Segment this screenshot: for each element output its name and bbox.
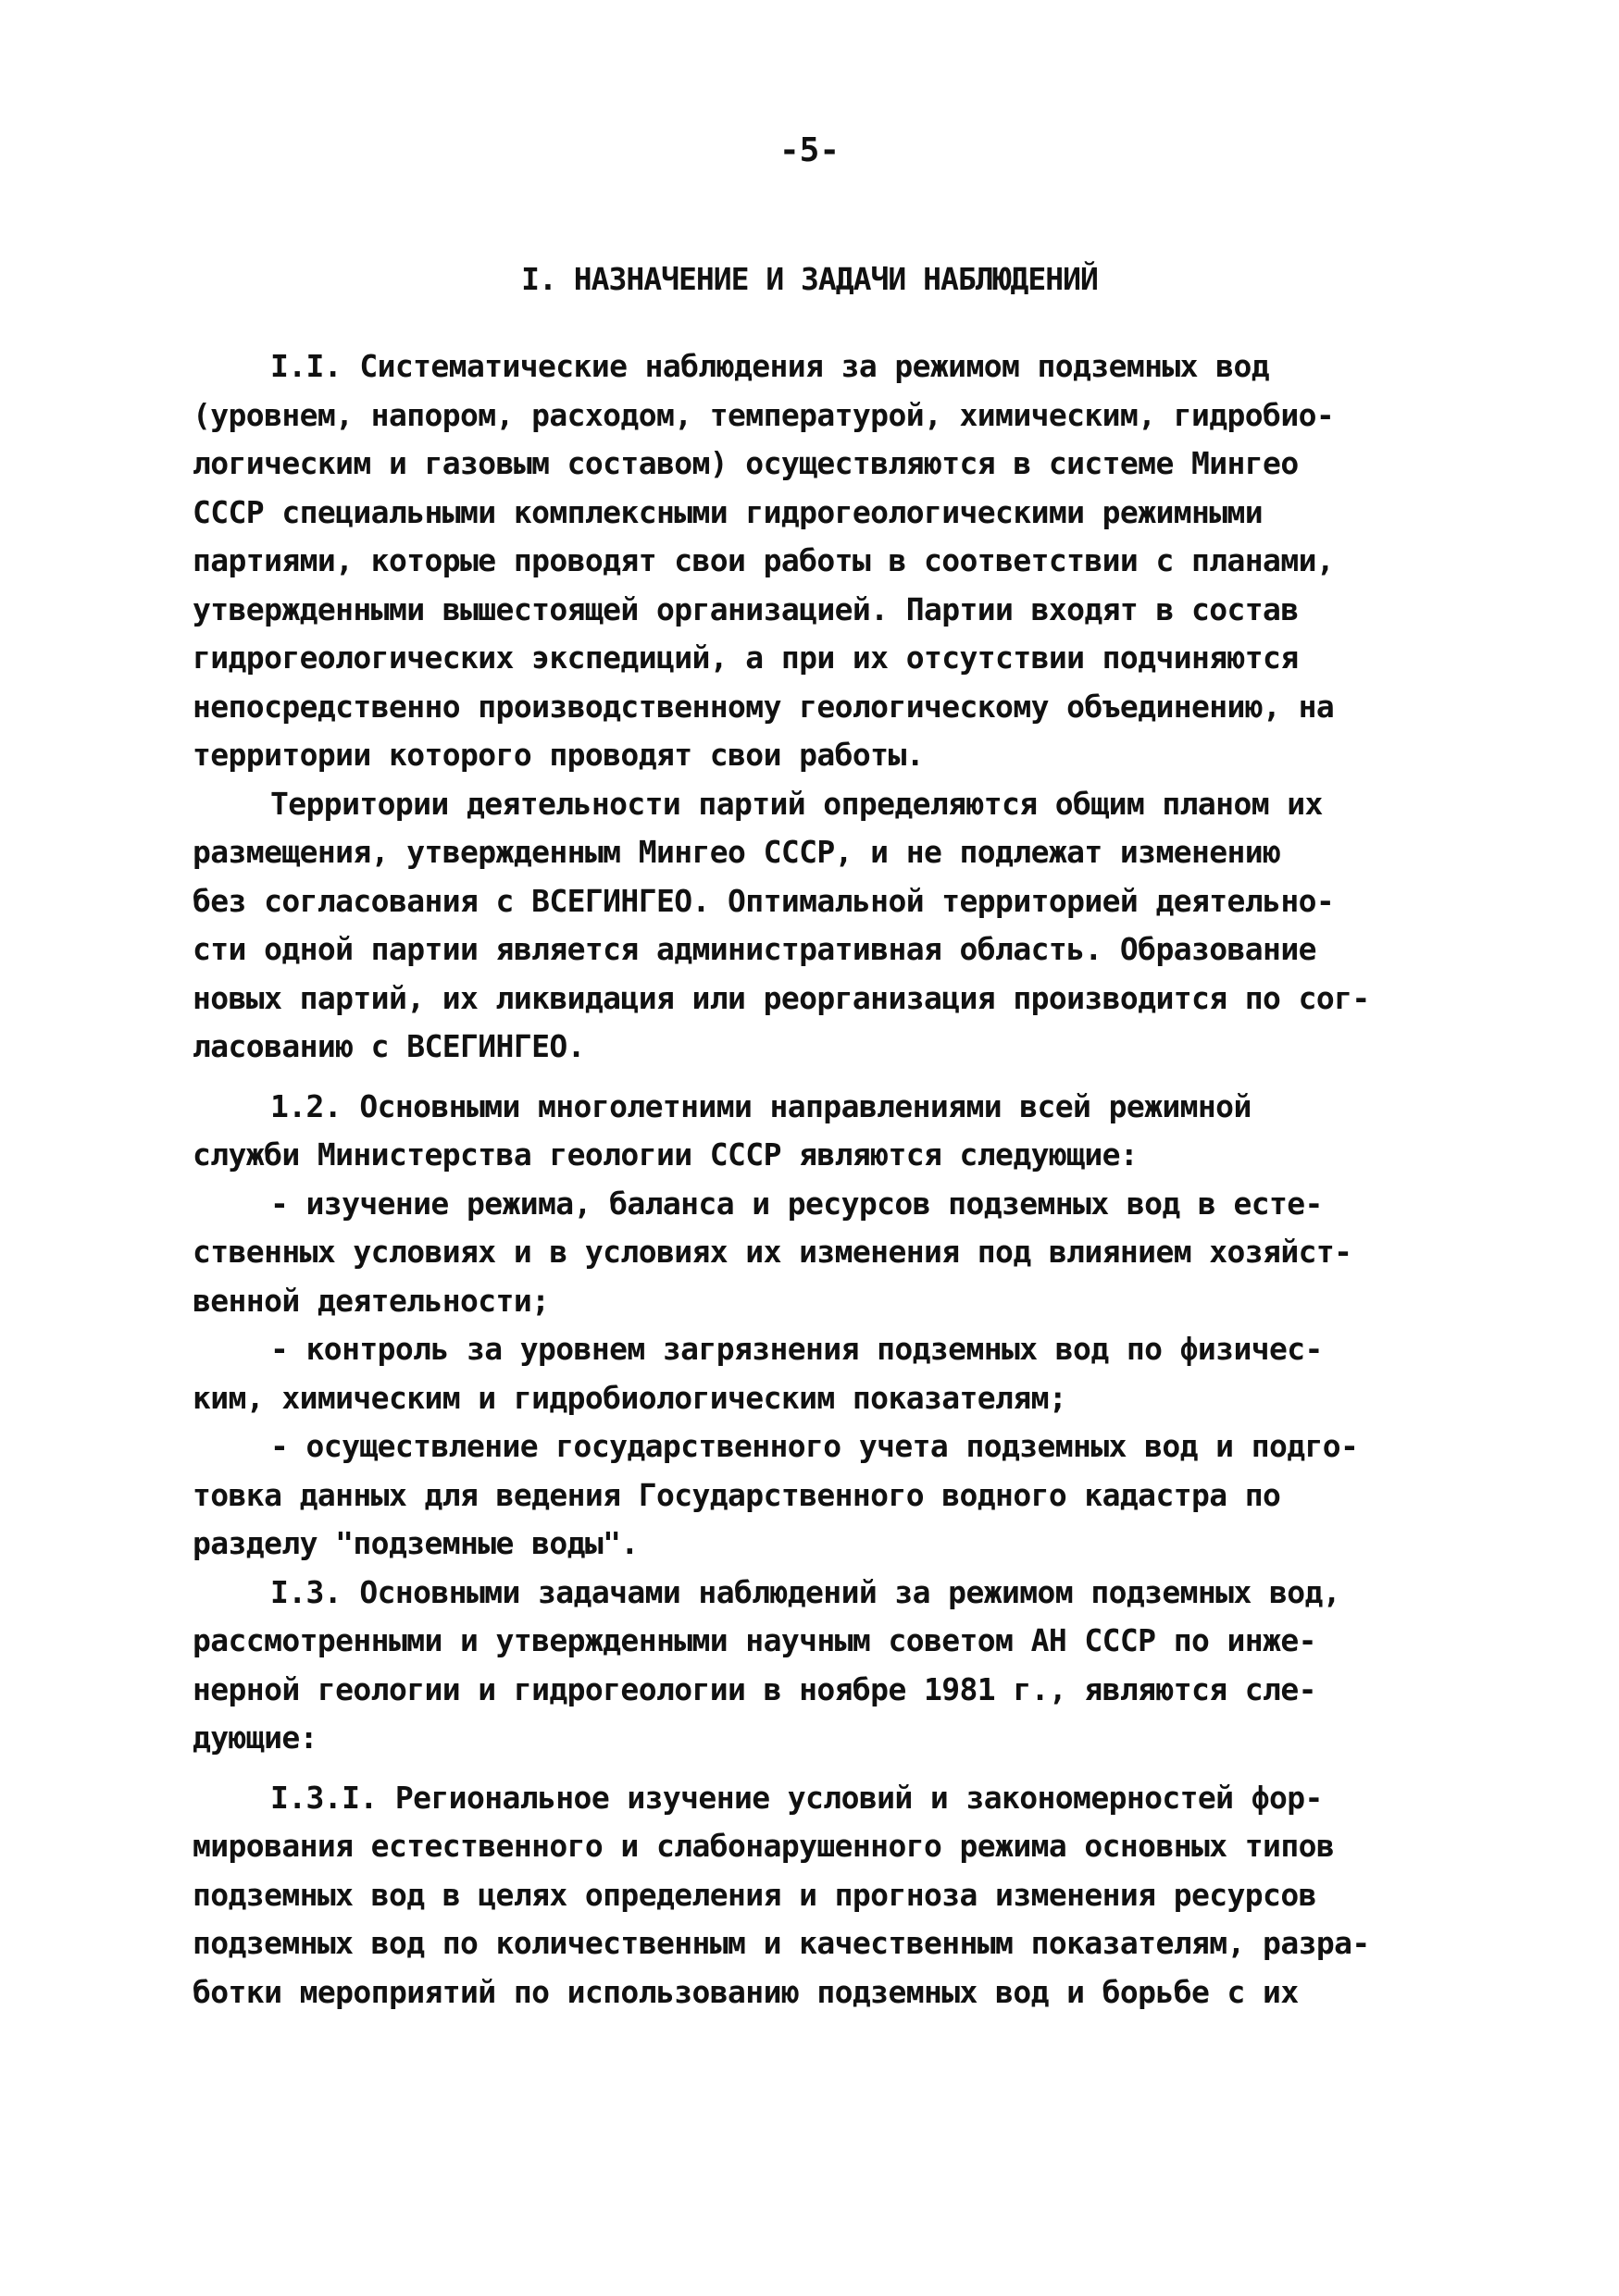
text-line: Территории деятельности партий определяются общим планом их — [270, 785, 1323, 822]
text-line: новых партий, их ликвидация или реорганизация производится по сог- — [193, 979, 1370, 1016]
text-line: (уровнем, напором, расходом, температурой, химическим, гидробио- — [193, 396, 1335, 433]
text-line: подземных вод по количественным и качественным показателям, разра- — [193, 1925, 1370, 1961]
page-number: -5- — [778, 131, 841, 169]
text-line: служби Министерства геологии СССР являются следующие: — [193, 1136, 1139, 1173]
body-text — [193, 342, 1470, 2017]
text-line: 1.2. Основными многолетними направлениями всей режимной — [270, 1087, 1252, 1124]
section-heading: I. НАЗНАЧЕНИЕ И ЗАДАЧИ НАБЛЮДЕНИЙ — [521, 261, 1098, 297]
text-line: венной деятельности; — [193, 1282, 550, 1319]
text-line: рассмотренными и утвержденными научным советом АН СССР по инже- — [193, 1622, 1316, 1658]
text-line: мирования естественного и слабонарушенного режима основных типов — [193, 1828, 1335, 1864]
text-line: гидрогеологических экспедиций, а при их отсутствии подчиняются — [193, 639, 1299, 676]
text-line: логическим и газовым составом) осуществляются в системе Мингео — [193, 445, 1299, 481]
text-line: размещения, утвержденным Мингео СССР, и не подлежат изменению — [193, 834, 1281, 870]
text-line: ласованию с ВСЕГИНГЕО. — [193, 1028, 585, 1064]
text-line: непосредственно производственному геологическому объединению, на — [193, 688, 1335, 725]
text-line: без согласования с ВСЕГИНГЕО. Оптимальной территорией деятельно- — [193, 882, 1335, 919]
text-line: ботки мероприятий по использованию подземных вод и борьбе с их — [193, 1973, 1299, 2010]
text-line: - осуществление государственного учета подземных вод и подго- — [270, 1428, 1359, 1464]
text-line: - изучение режима, баланса и ресурсов подземных вод в есте- — [270, 1185, 1323, 1222]
text-line: разделу "подземные воды". — [193, 1525, 639, 1561]
text-line: утвержденными вышестоящей организацией. Партии входят в состав — [193, 590, 1299, 627]
text-line: ственных условиях и в условиях их изменения под влиянием хозяйст- — [193, 1234, 1352, 1270]
text-line: дующие: — [193, 1719, 318, 1756]
text-line: партиями, которые проводят свои работы в соответствии с планами, — [193, 542, 1335, 578]
text-line: сти одной партии является административная область. Образование — [193, 931, 1316, 967]
text-line: территории которого проводят свои работы. — [193, 737, 924, 773]
text-line: подземных вод в целях определения и прогноза изменения ресурсов — [193, 1876, 1316, 1913]
text-line: I.3. Основными задачами наблюдений за режимом подземных вод, — [270, 1573, 1341, 1610]
text-line: I.I. Систематические наблюдения за режимом подземных вод — [270, 348, 1269, 384]
text-line: - контроль за уровнем загрязнения подземных вод по физичес- — [270, 1331, 1323, 1367]
text-line: I.3.I. Региональное изучение условий и закономерностей фор- — [270, 1779, 1323, 1816]
text-line: товка данных для ведения Государственного водного кадастра по — [193, 1476, 1281, 1513]
text-line: нерной геологии и гидрогеологии в ноябре 1981 г., являются сле- — [193, 1670, 1316, 1707]
text-line: СССР специальными комплексными гидрогеологическими режимными — [193, 493, 1264, 530]
text-line: ким, химическим и гидробиологическим показателям; — [193, 1379, 1067, 1416]
